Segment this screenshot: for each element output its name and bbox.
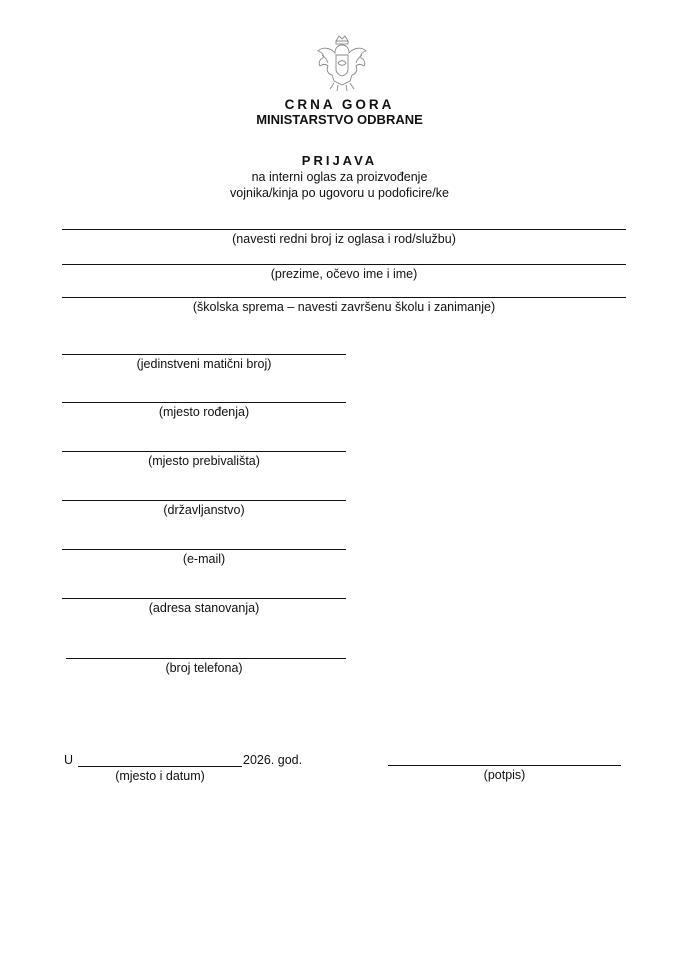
full-name-label: (prezime, očevo ime i ime): [270, 267, 418, 281]
citizenship-label: (državljanstvo): [163, 503, 245, 517]
place-date-field[interactable]: [78, 766, 242, 767]
phone-label: (broj telefona): [165, 661, 243, 675]
email-field[interactable]: [62, 549, 346, 550]
place-of-birth-field[interactable]: [62, 402, 346, 403]
personal-id-label: (jedinstveni matični broj): [136, 357, 272, 371]
form-subtitle-line1: na interni oglas za proizvođenje: [251, 170, 428, 184]
place-prefix: U: [64, 753, 74, 767]
residence-field[interactable]: [62, 451, 346, 452]
email-label: (e-mail): [182, 552, 226, 566]
education-label: (školska sprema – navesti završenu školu i zanimanje): [192, 300, 496, 314]
address-label: (adresa stanovanja): [148, 601, 260, 615]
form-title: PRIJAVA: [301, 153, 378, 168]
education-field[interactable]: [62, 297, 626, 298]
citizenship-field[interactable]: [62, 500, 346, 501]
ad-number-branch-label: (navesti redni broj iz oglasa i rod/službu): [232, 232, 456, 246]
personal-id-field[interactable]: [62, 354, 346, 355]
address-field[interactable]: [62, 598, 346, 599]
form-subtitle-line2: vojnika/kinja po ugovoru u podoficire/ke: [230, 186, 449, 200]
ad-number-branch-field[interactable]: [62, 229, 626, 230]
signature-label: (potpis): [483, 768, 526, 782]
signature-field[interactable]: [388, 765, 621, 766]
residence-label: (mjesto prebivališta): [148, 454, 260, 468]
year-text: 2026. god.: [243, 753, 303, 767]
place-date-label: (mjesto i datum): [115, 769, 205, 783]
phone-field[interactable]: [66, 658, 346, 659]
country-name: CRNA GORA: [284, 97, 395, 112]
place-of-birth-label: (mjesto rođenja): [158, 405, 250, 419]
full-name-field[interactable]: [62, 264, 626, 265]
ministry-name: MINISTARSTVO ODBRANE: [256, 112, 423, 127]
coat-of-arms-icon: [312, 33, 372, 95]
